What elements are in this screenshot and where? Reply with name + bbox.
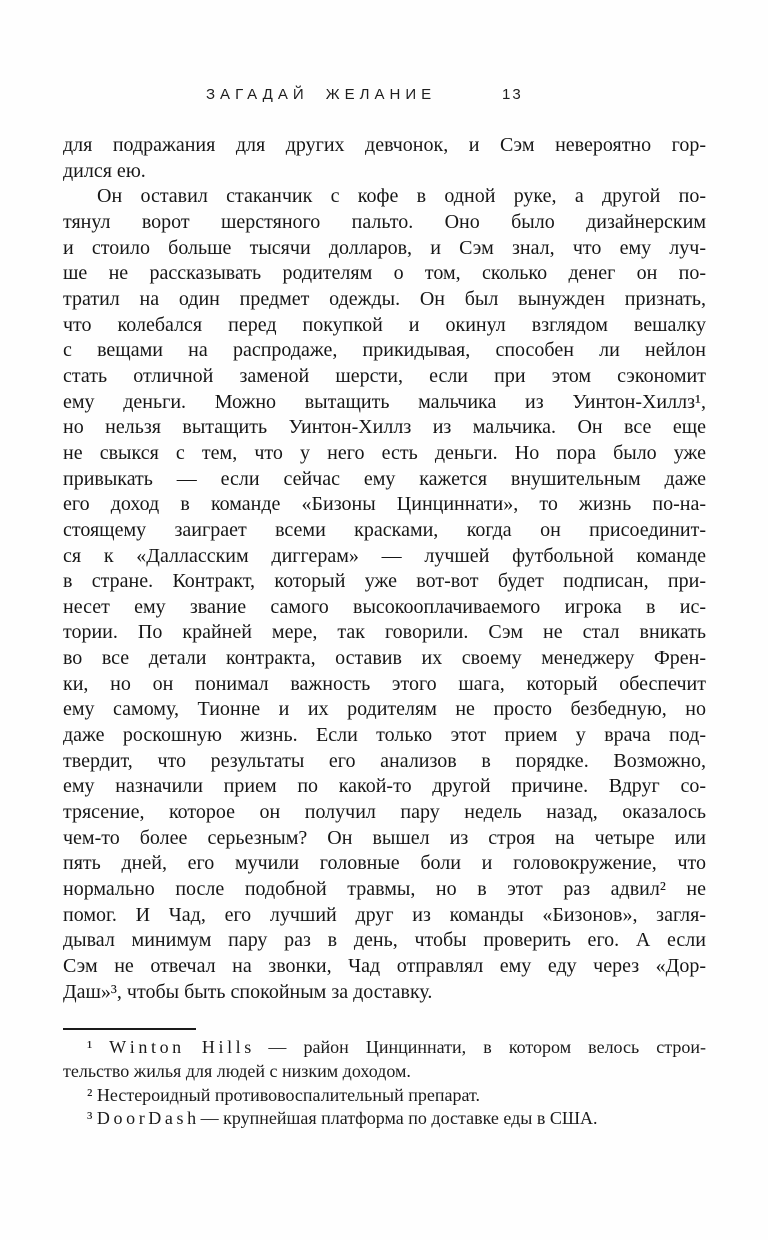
page-number: 13 [502,86,523,103]
text-line: ¹ W i n t o n H i l l s — район Цинциннати, в котором велось строи- [87,1037,706,1057]
text-line: тратил на один предмет одежды. Он был вынужден признать, [63,287,706,310]
paragraph [63,1084,706,1108]
footnotes [63,1036,706,1131]
text-line: привыкать — если сейчас ему кажется внушительным даже [63,467,706,490]
text-line: помог. И Чад, его лучший друг из команды «Бизонов», загля- [63,903,706,926]
text-line: трясение, которое он получил пару недель назад, оказалось [63,801,706,824]
text-line: даже роскошную жизнь. Если только этот прием у врача под- [63,724,706,747]
text-line: дился ею. [63,159,146,182]
text-line: в стране. Контракт, который уже вот-вот будет подписан, при- [63,570,706,593]
text-line: пять дней, его мучили головные боли и головокружение, что [63,852,706,875]
text-line: с вещами на распродаже, прикидывая, способен ли нейлон [63,339,706,362]
paragraph [63,184,706,1005]
text-line: ся к «Далласским диггерам» — лучшей футбольной команде [63,544,706,567]
text-line: Он оставил стаканчик с кофе в одной руке, а другой по- [97,185,706,208]
text-line: ему назначили прием по какой-то другой причине. Вдруг со- [63,775,706,798]
text-line: для подражания для других девчонок, и Сэм невероятно гор- [63,134,706,156]
text-line: твердит, что результаты его анализов в порядке. Возможно, [63,749,706,772]
text-line: его доход в команде «Бизоны Цинциннати», то жизнь по-на- [63,493,706,516]
body-text [63,133,706,1005]
running-head-title: ЗАГАДАЙ ЖЕЛАНИЕ [206,86,437,103]
text-line: но нельзя вытащить Уинтон-Хиллз из мальчика. Он все еще [63,416,706,439]
text-line: тории. По крайней мере, так говорили. Сэм не стал вникать [63,621,706,644]
footnote-divider [63,1028,196,1030]
running-head [0,86,768,104]
text-line: ше не рассказывать родителям о том, сколько денег он по- [63,262,706,285]
text-line: ³ D o o r D a s h — крупнейшая платформа по доставке еды в США. [87,1108,598,1129]
text-line: тельство жилья для людей с низким доходом. [63,1060,411,1081]
text-line: и стоило больше тысячи долларов, и Сэм знал, что ему луч- [63,236,706,259]
text-line: во все детали контракта, оставив их своему менеджеру Френ- [63,647,706,670]
text-line: тянул ворот шерстяного пальто. Оно было дизайнерским [63,210,706,233]
text-line: чем-то более серьезным? Он вышел из строя на четыре или [63,826,706,849]
text-line: ему самому, Тионне и их родителям не просто безбедную, но [63,698,706,721]
text-line: стоящему заиграет всеми красками, когда он присоединит- [63,518,706,541]
text-line: нормально после подобной травмы, но в этот раз адвил² не [63,878,706,901]
paragraph [63,133,706,184]
text-line: Даш»³, чтобы быть спокойным за доставку. [63,980,433,1003]
text-line: ему деньги. Можно вытащить мальчика из Уинтон-Хиллз¹, [63,390,706,413]
text-line: ² Нестероидный противовоспалительный препарат. [87,1084,480,1105]
text-line: ки, но он понимал важность этого шага, который обеспечит [63,672,706,695]
text-line: Сэм не отвечал на звонки, Чад отправлял ему еду через «Дор- [63,955,706,977]
text-line: несет ему звание самого высокооплачиваемого игрока в ис- [63,595,706,618]
paragraph [63,1107,706,1131]
text-line: стать отличной заменой шерсти, если при этом сэкономит [63,364,706,387]
text-line: что колебался перед покупкой и окинул взглядом вешалку [63,313,706,336]
text-line: не свыкся с тем, что у него есть деньги. Но пора было уже [63,441,706,464]
paragraph [63,1036,706,1084]
text-line: дывал минимум пару раз в день, чтобы проверить его. А если [63,929,706,952]
